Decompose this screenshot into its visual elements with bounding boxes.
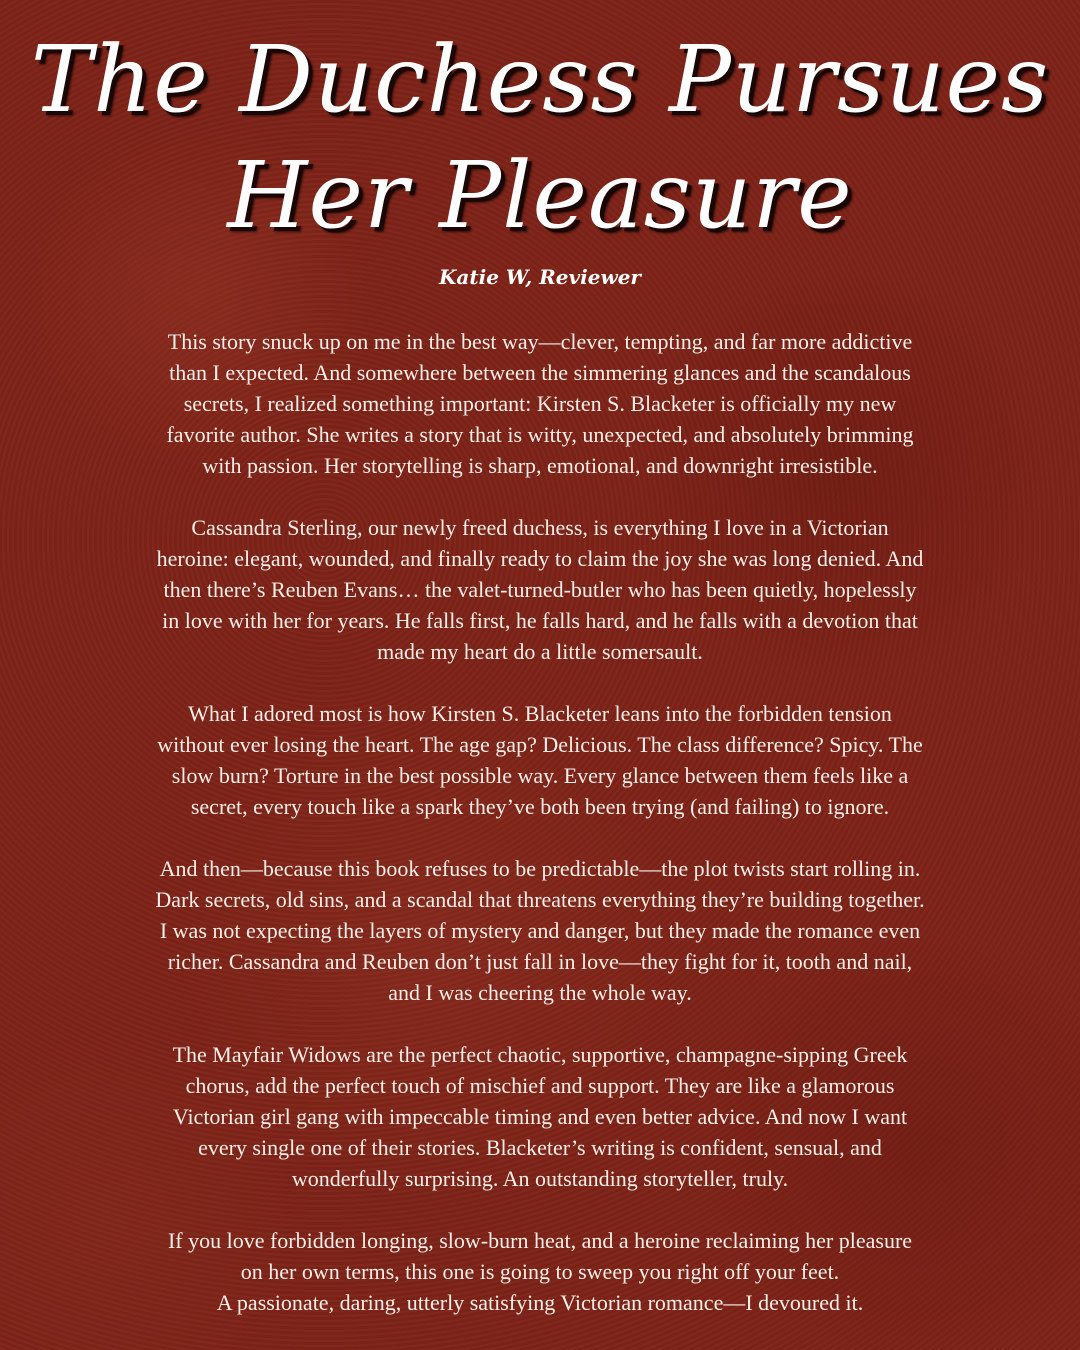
- text-line: then there’s Reuben Evans… the valet-turned-butler who has been quietly, hopelessly: [163, 577, 917, 602]
- text-line: every single one of their stories. Blacketer’s writing is confident, sensual, and: [198, 1135, 882, 1160]
- text-line: richer. Cassandra and Reuben don’t just fall in love—they fight for it, tooth and nail,: [167, 949, 913, 974]
- text-line: The Mayfair Widows are the perfect chaotic, supportive, champagne-sipping Greek: [172, 1042, 908, 1067]
- review-paragraph-4: [96, 853, 984, 1008]
- text-line: This story snuck up on me in the best way—clever, tempting, and far more addictive: [167, 329, 913, 354]
- text-line: favorite author. She writes a story that is witty, unexpected, and absolutely brimming: [166, 422, 914, 447]
- text-line: in love with her for years. He falls first, he falls hard, and he falls with a devotion that: [162, 608, 918, 633]
- text-line: Cassandra Sterling, our newly freed duchess, is everything I love in a Victorian: [191, 515, 889, 540]
- text-line: I was not expecting the layers of mystery and danger, but they made the romance even: [159, 918, 921, 943]
- text-line: slow burn? Torture in the best possible way. Every glance between them feels like a: [171, 763, 909, 788]
- text-line: and I was cheering the whole way.: [388, 980, 692, 1005]
- text-line: If you love forbidden longing, slow-burn heat, and a heroine reclaiming her pleasure: [167, 1228, 913, 1253]
- text-line: wonderfully surprising. An outstanding storyteller, truly.: [291, 1166, 789, 1191]
- text-line: made my heart do a little somersault.: [377, 639, 703, 664]
- text-line: What I adored most is how Kirsten S. Blacketer leans into the forbidden tension: [188, 701, 892, 726]
- text-line: secret, every touch like a spark they’ve both been trying (and failing) to ignore.: [190, 794, 890, 819]
- text-line: than I expected. And somewhere between the simmering glances and the scandalous: [169, 360, 911, 385]
- review-paragraph-5: [96, 1039, 984, 1194]
- review-paragraph-3: [96, 698, 984, 822]
- review-title: [0, 22, 1080, 254]
- text-line: chorus, add the perfect touch of mischief and support. They are like a glamorous: [185, 1073, 895, 1098]
- text-line: A passionate, daring, utterly satisfying Victorian romance—I devoured it.: [216, 1290, 864, 1315]
- text-line: secrets, I realized something important: Kirsten S. Blacketer is officially my new: [183, 391, 897, 416]
- text-line: And then—because this book refuses to be predictable—the plot twists start rolling in.: [159, 856, 921, 881]
- text-line: heroine: elegant, wounded, and finally ready to claim the joy she was long denied. And: [156, 546, 924, 571]
- title-line-2: Her Pleasure: [227, 142, 853, 249]
- text-line: without ever losing the heart. The age gap? Delicious. The class difference? Spicy. The: [157, 732, 923, 757]
- title-line-1: The Duchess Pursues: [30, 26, 1050, 133]
- review-paragraph-2: [96, 512, 984, 667]
- text-line: with passion. Her storytelling is sharp, emotional, and downright irresistible.: [202, 453, 878, 478]
- review-body: [96, 326, 984, 1349]
- review-paragraph-6: [96, 1225, 984, 1318]
- text-line: Dark secrets, old sins, and a scandal that threatens everything they’re building together.: [155, 887, 925, 912]
- reviewer-byline: Katie W, Reviewer: [439, 265, 641, 289]
- text-line: Victorian girl gang with impeccable timing and even better advice. And now I want: [172, 1104, 908, 1129]
- review-paragraph-1: [96, 326, 984, 481]
- text-line: on her own terms, this one is going to sweep you right off your feet.: [240, 1259, 840, 1284]
